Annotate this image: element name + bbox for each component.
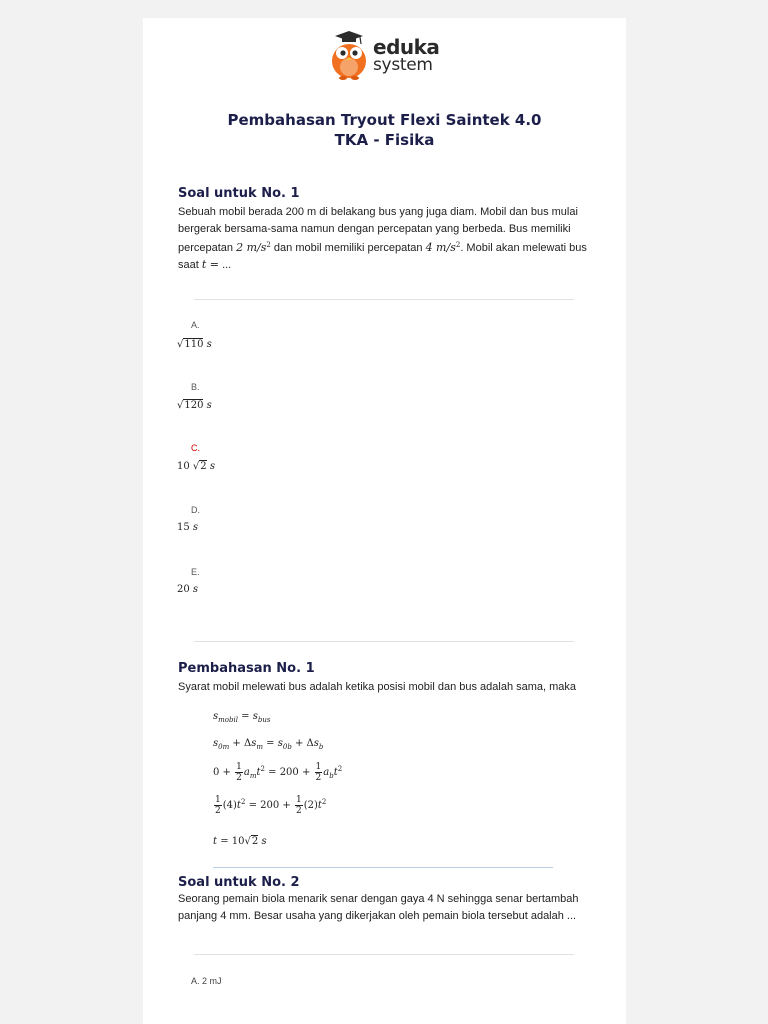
- question-2-heading: Soal untuk No. 2: [178, 875, 300, 890]
- option-e-value[interactable]: [177, 583, 198, 597]
- divider: [194, 954, 574, 955]
- equation-2: $s_{0m} + \Delta s_m = s_{0b} + \Delta s_b$: [213, 738, 324, 751]
- option-d-label[interactable]: D.: [191, 505, 200, 515]
- option-a-value[interactable]: √110 s: [177, 339, 212, 350]
- q2-option-a-label: A.: [191, 976, 200, 986]
- option-e-unit: s: [192, 584, 199, 595]
- question-1-text-part-a: Sebuah mobil berada 200 m di belakang bus yang juga diam. Mobil dan bus mulai bergerak bersama-sama namun dengan percepatan yang berbeda. Bus memiliki percepatan: [178, 206, 578, 254]
- equation-1: $s_{mobil} = s_{bus}$: [213, 711, 271, 724]
- car-acceleration-value: 4 m/s: [425, 241, 456, 254]
- time-variable: t =: [201, 257, 219, 271]
- option-e-number: 20: [177, 584, 190, 595]
- option-b-label[interactable]: B.: [191, 382, 200, 392]
- option-c-value[interactable]: 10 √2 s: [177, 461, 215, 472]
- divider: [194, 641, 574, 642]
- option-a-label[interactable]: A.: [191, 320, 200, 330]
- car-acceleration: 4 $m/s^2$: [425, 241, 461, 254]
- option-a-unit: s: [206, 339, 212, 350]
- option-c-label[interactable]: C.: [191, 443, 200, 453]
- option-a-radicand: 110: [184, 339, 204, 350]
- document-page: [143, 18, 626, 1024]
- option-e-label[interactable]: E.: [191, 567, 200, 577]
- bus-acceleration: 2 $m/s^2$: [236, 241, 271, 254]
- solution-1-text: Syarat mobil melewati bus adalah ketika posisi mobil dan bus adalah sama, maka: [178, 681, 577, 693]
- bus-acceleration-value: 2 m/s: [236, 241, 267, 254]
- option-d-value[interactable]: [177, 521, 198, 535]
- owl-mascot-icon: [327, 30, 371, 80]
- equation-3: 0 + $\frac{1}{2}$ $a_mt^2 = 200$ + $\frac{1}{2}$ $a_bt^2$: [213, 762, 343, 783]
- option-d-unit: s: [192, 522, 199, 533]
- divider: [213, 867, 553, 868]
- solution-1-heading: Pembahasan No. 1: [178, 661, 315, 676]
- eduka-logo: [327, 30, 447, 80]
- document-subtitle: TKA - Fisika: [334, 131, 435, 149]
- divider: [194, 299, 574, 300]
- question-1-text: [178, 204, 588, 273]
- q2-option-a[interactable]: [191, 975, 222, 987]
- question-2-text: Seorang pemain biola menarik senar dengan gaya 4 N sehingga senar bertambah panjang 4 mm. Besar usaha yang dikerjakan oleh pemain biola tersebut adalah ...: [178, 893, 579, 922]
- question-1-text-part-c: . Mobil akan melewati bus saat: [178, 242, 587, 271]
- option-b-radicand: 120: [184, 400, 204, 411]
- question-1-text-part-b: dan mobil memiliki percepatan: [273, 242, 423, 254]
- question-1-ellipsis: ...: [222, 258, 232, 271]
- logo-text-eduka: eduka: [373, 35, 440, 59]
- q2-option-a-value: 2 mJ: [202, 976, 222, 986]
- logo-text-system: system: [373, 55, 433, 75]
- option-c-radicand: 2: [200, 461, 207, 472]
- option-c-coefficient: 10: [177, 461, 190, 472]
- option-b-value[interactable]: √120 s: [177, 400, 212, 411]
- question-1-heading: Soal untuk No. 1: [178, 186, 300, 201]
- equation-4: $\frac{1}{2}$ $(4)t^2 = 200$ + $\frac{1}{2}$ $(2)t^2$: [215, 795, 327, 816]
- option-b-unit: s: [206, 400, 212, 411]
- equation-5: t = 10√2 s: [213, 836, 267, 847]
- option-d-number: 15: [177, 522, 190, 533]
- document-title: Pembahasan Tryout Flexi Saintek 4.0: [227, 111, 542, 129]
- option-c-unit: s: [209, 461, 215, 472]
